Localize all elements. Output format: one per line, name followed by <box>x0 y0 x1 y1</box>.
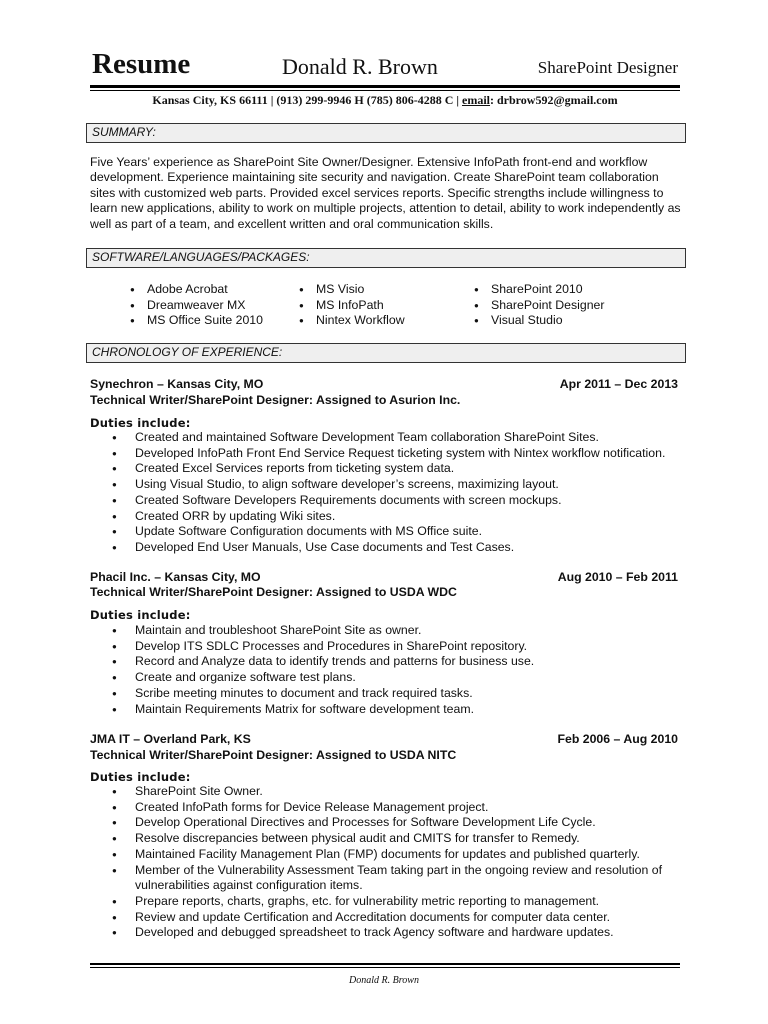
contact-line <box>90 93 680 108</box>
duty-item: ● Developed and debugged spreadsheet to track Agency software and hardware updates. <box>112 925 684 941</box>
skill-item: ● MS Visio <box>295 282 405 298</box>
job-company: Phacil Inc. – Kansas City, MO <box>90 570 261 584</box>
header <box>90 46 680 86</box>
duty-item: ● Record and Analyze data to identify trends and patterns for business use. <box>112 654 684 670</box>
duty-item: ● Created Excel Services reports from ticketing system data. <box>112 461 684 477</box>
email-label: email <box>462 93 491 107</box>
header-rule-thin <box>90 90 680 91</box>
job-dates: Feb 2006 – Aug 2010 <box>557 732 678 746</box>
candidate-name: Donald R. Brown <box>282 54 438 79</box>
duty-item: ● Developed InfoPath Front End Service Request ticketing system with Nintex workflow notification. <box>112 446 684 462</box>
skill-item: ● Dreamweaver MX <box>126 298 263 314</box>
header-rule-thick <box>90 85 680 88</box>
duty-item: ● Develop Operational Directives and Processes for Software Development Life Cycle. <box>112 815 684 831</box>
footer-rule-thick <box>90 963 680 965</box>
duty-item: ● Review and update Certification and Accreditation documents for computer data center. <box>112 910 684 926</box>
summary-section-header <box>86 123 686 143</box>
duty-item: ● Created InfoPath forms for Device Release Management project. <box>112 800 684 816</box>
footer-rule-thin <box>90 967 680 968</box>
summary-heading: SUMMARY: <box>92 125 156 139</box>
duties-list <box>112 623 684 717</box>
skill-item: ● Adobe Acrobat <box>126 282 263 298</box>
duties-label: Duties include: <box>90 770 191 784</box>
duty-item: ● Using Visual Studio, to align software developer’s screens, maximizing layout. <box>112 477 684 493</box>
duty-item: ● Maintain Requirements Matrix for software development team. <box>112 702 684 718</box>
skills-column-2 <box>295 282 405 329</box>
skill-item: ● MS InfoPath <box>295 298 405 314</box>
duty-item: ● Maintain and troubleshoot SharePoint Site as owner. <box>112 623 684 639</box>
job-dates: Aug 2010 – Feb 2011 <box>557 570 678 584</box>
job-company: Synechron – Kansas City, MO <box>90 377 264 391</box>
footer-name: Donald R. Brown <box>349 975 419 986</box>
candidate-title: SharePoint Designer <box>537 58 678 77</box>
duty-item: ● Developed End User Manuals, Use Case documents and Test Cases. <box>112 540 684 556</box>
job-role: Technical Writer/SharePoint Designer: Assigned to Asurion Inc. <box>90 393 461 407</box>
skills-column-3 <box>470 282 604 329</box>
skill-item: ● SharePoint Designer <box>470 298 604 314</box>
skills-column-1 <box>126 282 263 329</box>
duty-item: ● Create and organize software test plans. <box>112 670 684 686</box>
email-value: : drbrow592@gmail.com <box>490 93 618 107</box>
duty-item: ● Prepare reports, charts, graphs, etc. for vulnerability metric reporting to management. <box>112 894 684 910</box>
duty-item: ● Maintained Facility Management Plan (FMP) documents for updates and published quarterly. <box>112 847 684 863</box>
duty-item: ● Created and maintained Software Development Team collaboration SharePoint Sites. <box>112 430 684 446</box>
job-company: JMA IT – Overland Park, KS <box>90 732 251 746</box>
skill-item: ● Visual Studio <box>470 313 604 329</box>
job-role: Technical Writer/SharePoint Designer: Assigned to USDA WDC <box>90 585 457 599</box>
duty-item: ● Created ORR by updating Wiki sites. <box>112 509 684 525</box>
job-dates: Apr 2011 – Dec 2013 <box>559 377 678 391</box>
duty-item: ● Resolve discrepancies between physical audit and CMITS for transfer to Remedy. <box>112 831 684 847</box>
duty-item: ● Update Software Configuration documents with MS Office suite. <box>112 524 684 540</box>
duty-item: ● SharePoint Site Owner. <box>112 784 684 800</box>
chronology-heading: CHRONOLOGY OF EXPERIENCE: <box>92 345 283 359</box>
software-heading: SOFTWARE/LANGUAGES/PACKAGES: <box>92 250 310 264</box>
doc-label: Resume <box>92 48 191 80</box>
chronology-section-header <box>86 343 686 363</box>
duty-item: ● Scribe meeting minutes to document and track required tasks. <box>112 686 684 702</box>
skill-item: ● SharePoint 2010 <box>470 282 604 298</box>
duties-label: Duties include: <box>90 608 191 622</box>
summary-text: Five Years’ experience as SharePoint Site Owner/Designer. Extensive InfoPath front-end and workflow development. Experience maintaining site security and navigation. Create SharePoint team collaboration sites with customized web parts. Provided excel services reports. Specific strengths include willingness to learn new applications, ability to work on multiple projects, attention to detail, ability to work independently as well as part of a team, and excellent written and oral communication skills. <box>90 155 681 231</box>
skill-item: ● Nintex Workflow <box>295 313 405 329</box>
duties-list <box>112 784 684 941</box>
skill-item: ● MS Office Suite 2010 <box>126 313 263 329</box>
software-section-header <box>86 248 686 268</box>
duties-list <box>112 430 684 556</box>
job-role: Technical Writer/SharePoint Designer: Assigned to USDA NITC <box>90 748 457 762</box>
duty-item: ● Member of the Vulnerability Assessment Team taking part in the ongoing review and resolution of vulnerabilities against configuration items. <box>112 863 684 894</box>
duty-item: ● Created Software Developers Requirements documents with screen mockups. <box>112 493 684 509</box>
duties-label: Duties include: <box>90 416 191 430</box>
contact-info: Kansas City, KS 66111 | (913) 299-9946 H (785) 806-4288 C | <box>152 93 463 107</box>
duty-item: ● Develop ITS SDLC Processes and Procedures in SharePoint repository. <box>112 639 684 655</box>
